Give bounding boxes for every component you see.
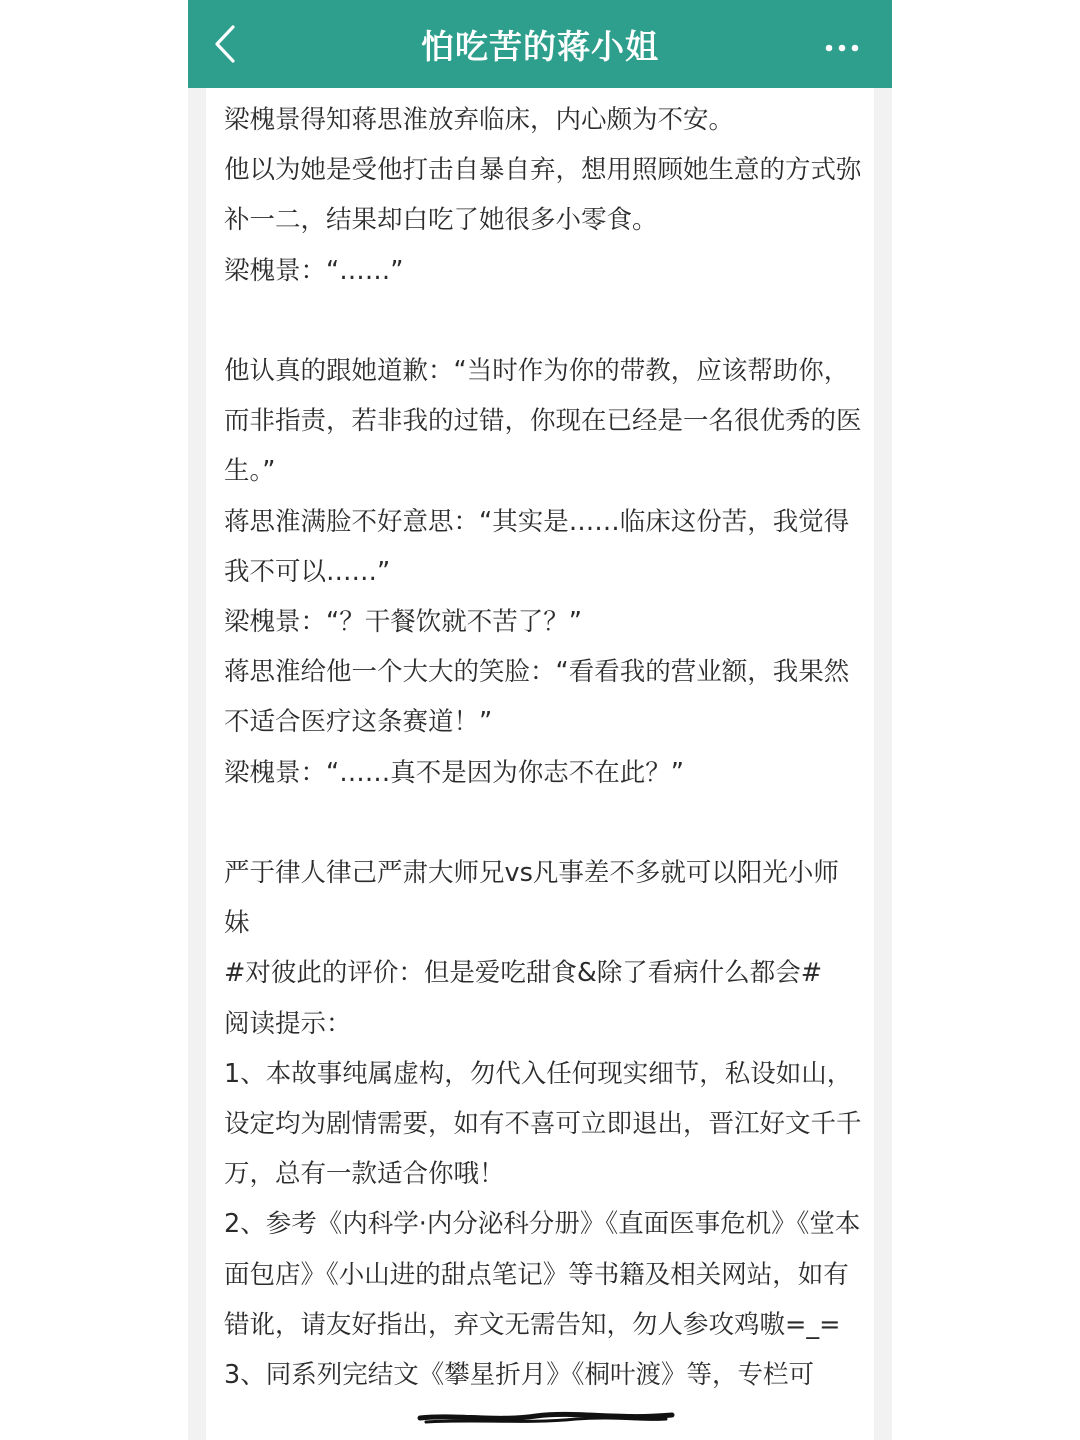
back-button[interactable] <box>206 20 246 68</box>
paragraph: 2、参考《内科学·内分泌科分册》《直面医事危机》《堂本面包店》《小山进的甜点笔记》等书籍及相关网站，如有错讹，请友好指出，弃文无需告知，勿人参攻鸡嗷=_= <box>224 1209 861 1340</box>
paragraph: 阅读提示： <box>224 1008 352 1039</box>
article-body <box>224 95 864 1400</box>
redaction-scribble <box>416 1404 676 1428</box>
blank-line <box>224 798 864 848</box>
paragraph: 蒋思淮给他一个大大的笑脸：“看看我的营业额，我果然不适合医疗这条赛道！” <box>224 657 850 738</box>
article-page <box>206 88 874 1440</box>
more-dots-icon <box>822 38 862 58</box>
paragraph: 梁槐景得知蒋思淮放弃临床，内心颇为不安。 <box>224 105 735 135</box>
paragraph: 梁槐景：“？干餐饮就不苦了？” <box>224 607 582 638</box>
page-title: 怕吃苦的蒋小姐 <box>421 27 659 66</box>
paragraph: 严于律人律己严肃大师兄vs凡事差不多就可以阳光小师妹 <box>224 858 839 939</box>
paragraph: 他以为她是受他打击自暴自弃，想用照顾她生意的方式弥补一二，结果却白吃了她很多小零食。 <box>224 155 862 236</box>
paragraph: 1、本故事纯属虚构，勿代入任何现实细节，私设如山，设定均为剧情需要，如有不喜可立即退出，晋江好文千千万，总有一款适合你哦！ <box>224 1058 862 1190</box>
paragraph: 3、同系列完结文《攀星折月》《桐叶渡》等，专栏可 <box>224 1360 814 1391</box>
top-nav-bar <box>188 0 892 88</box>
paragraph: #对彼此的评价：但是爱吃甜食&除了看病什么都会# <box>224 958 823 989</box>
paragraph: 他认真的跟她道歉：“当时作为你的带教，应该帮助你，而非指责，若非我的过错，你现在已经是一名很优秀的医生。” <box>224 356 862 487</box>
chevron-left-icon <box>206 20 246 68</box>
more-button[interactable] <box>822 38 862 58</box>
paragraph: 梁槐景：“……真不是因为你志不在此？” <box>224 757 684 788</box>
phone-screen <box>188 0 892 1440</box>
paragraph: 梁槐景：“……” <box>224 255 404 286</box>
paragraph: 蒋思淮满脸不好意思：“其实是……临床这份苦，我觉得我不可以……” <box>224 506 850 587</box>
blank-line <box>224 296 864 346</box>
